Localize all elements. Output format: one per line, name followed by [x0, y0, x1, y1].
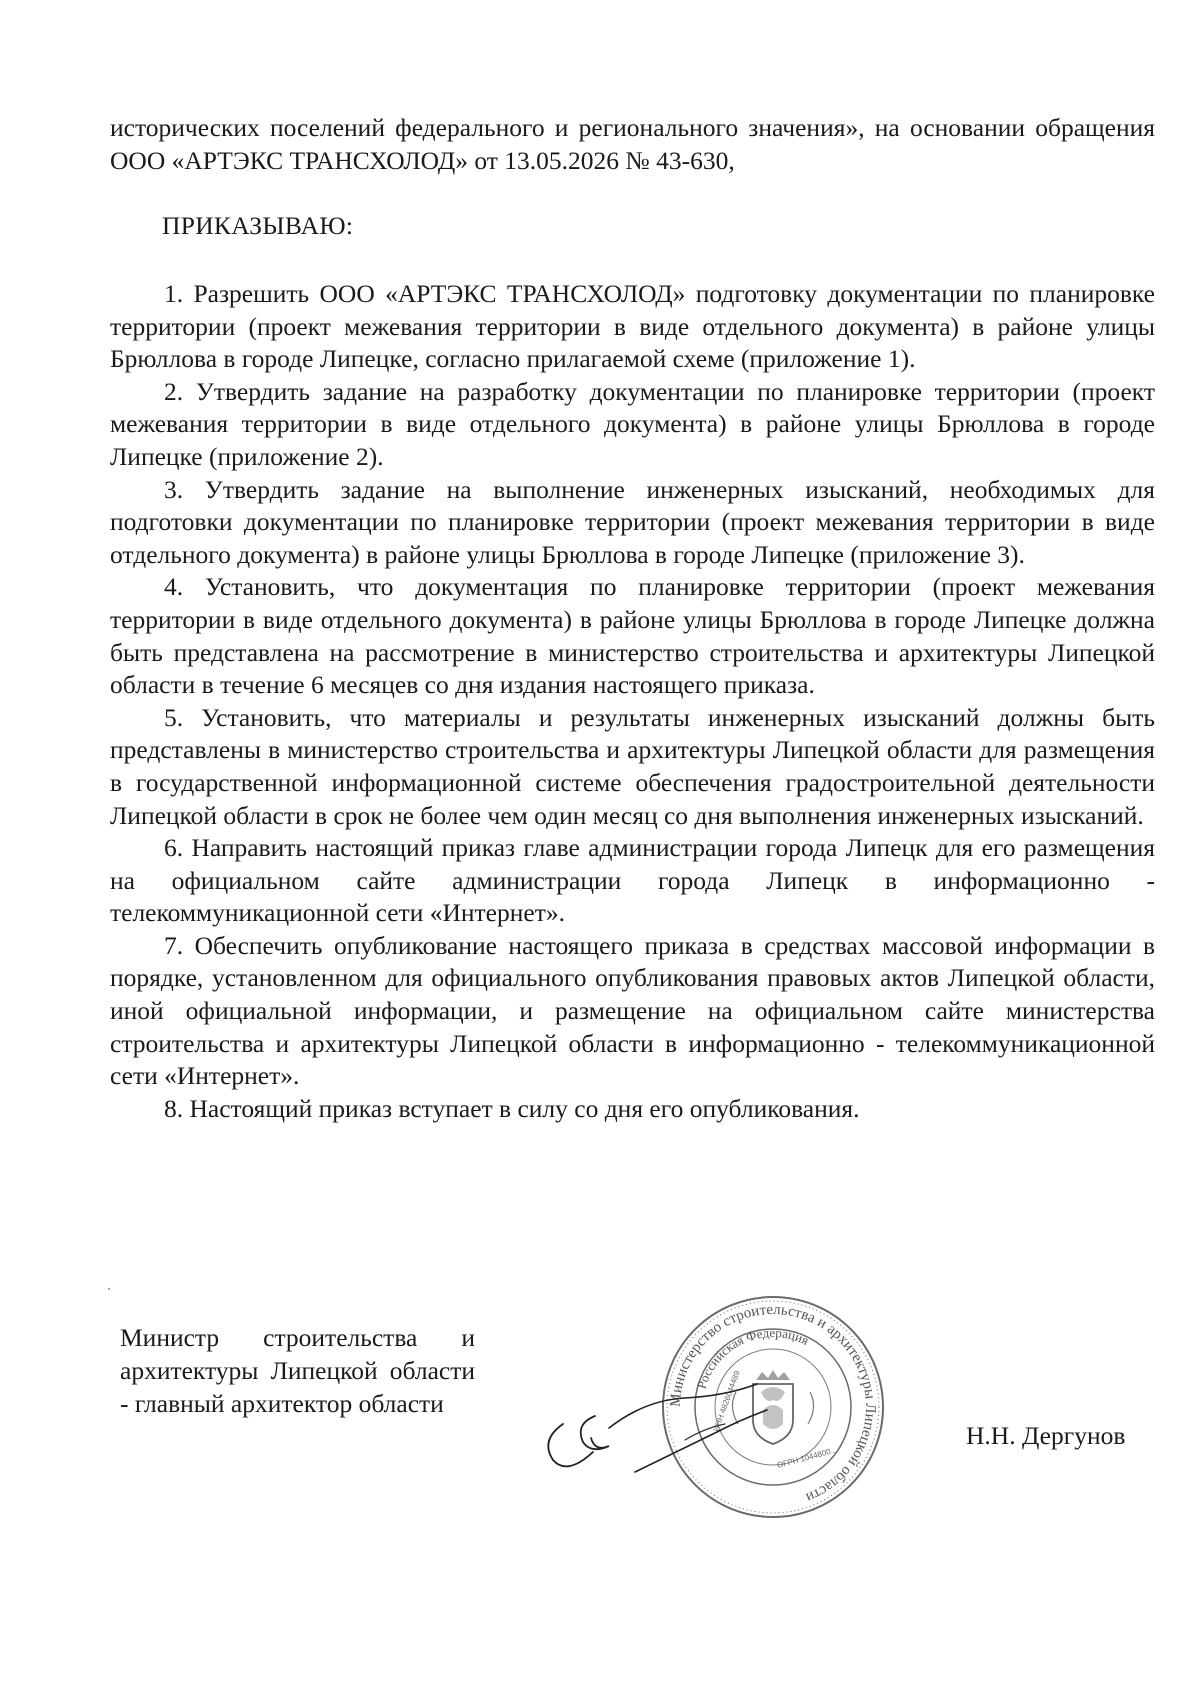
order-item-1: 1. Разрешить ООО «АРТЭКС ТРАНСХОЛОД» подготовку документации по планировке территории (проект межевания территории в виде отдельного документа) в районе улицы Брюллова в городе Липецке, согласно прилагаемой схеме (приложение 1). [110, 279, 1155, 374]
order-item-3: 3. Утвердить задание на выполнение инженерных изысканий, необходимых для подготовки документации по планировке территории (проект межевания территории в виде отдельного документа) в районе улицы Брюллова в городе Липецке (приложение 3). [110, 474, 1155, 569]
order-item-4: 4. Установить, что документация по планировке территории (проект межевания территории в виде отдельного документа) в районе улицы Брюллова в городе Липецке должна быть представлена на рассмотрение в министерство строительства и архитектуры Липецкой области в течение 6 месяцев со дня издания настоящего приказа. [110, 572, 1155, 700]
seal-outer-text: Министерство строительства и архитектуры Липецкой области [667, 1301, 879, 1506]
order-item-6: 6. Направить настоящий приказ главе администрации города Липецк для его размещения на официальном сайте администрации города Липецк в информационно - телекоммуникационной сети «Интернет». [110, 833, 1155, 928]
order-heading: ПРИКАЗЫВАЮ: [162, 211, 354, 240]
order-item-7: 7. Обеспечить опубликование настоящего приказа в средствах массовой информации в порядке, установленном для официального опубликования правовых актов Липецкой области, иной официальной информации, и размещение на официальном сайте министерства строительства и архитектуры Липецкой области в информационно - телекоммуникационной сети «Интернет». [110, 930, 1155, 1091]
intro-paragraph: исторических поселений федерального и регионального значения», на основании обращения ООО «АРТЭКС ТРАНСХОЛОД» от 13.05.2026 № 43-630, [110, 113, 1155, 175]
seal-inn: ИНН 4826044489 [711, 1369, 742, 1433]
scan-dot [108, 1288, 110, 1290]
signer-position: Министр строительства и архитектуры Липецкой области - главный архитектор области [120, 1323, 475, 1418]
seal-inner-text: Российская Федерация [693, 1324, 812, 1391]
handwritten-signature [535, 1380, 775, 1490]
order-items [110, 278, 1155, 1125]
order-item-8: 8. Настоящий приказ вступает в силу со дня его опубликования. [164, 1093, 860, 1123]
order-item-2: 2. Утвердить задание на разработку документации по планировке территории (проект межевания территории в виде отдельного документа) в районе улицы Брюллова в городе Липецке (приложение 2). [110, 376, 1155, 471]
seal-ogrn: ОГРН 1044800... [776, 1445, 839, 1470]
order-item-5: 5. Установить, что материалы и результаты инженерных изысканий должны быть представлены в министерство строительства и архитектуры Липецкой области для размещения в государственной информационной системе обеспечения градостроительной деятельности Липецкой области в срок не более чем один месяц со дня выполнения инженерных изысканий. [110, 702, 1155, 830]
signer-name: Н.Н. Дергунов [966, 1421, 1126, 1450]
